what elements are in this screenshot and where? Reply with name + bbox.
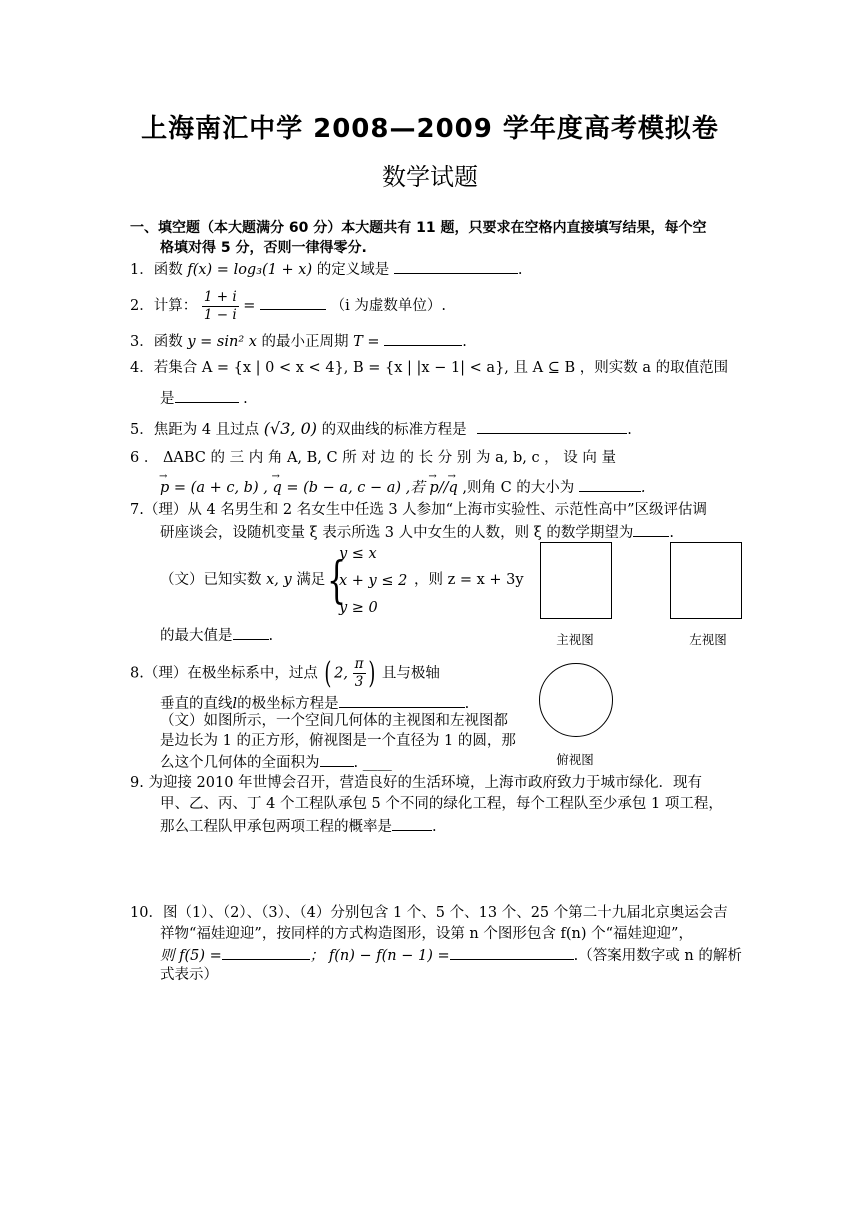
question-7w xyxy=(160,570,325,590)
q10-diff: ； f(n) − f(n − 1) = xyxy=(309,948,450,964)
q10-suffix: .（答案用数字或 n 的解析 xyxy=(573,948,742,964)
q8-angle-fraction xyxy=(353,656,366,691)
q2-equals: = xyxy=(243,298,256,314)
section-heading-cont: 格填对得 5 分，否则一律得零分. xyxy=(160,240,367,256)
q8-prefix: 8.（理）在极坐标系中，过点 xyxy=(130,665,318,682)
answer-blank xyxy=(339,692,465,708)
q2-suffix: （i 为虚数单位）. xyxy=(330,298,446,314)
left-paren: ( xyxy=(324,655,332,691)
q3-period: . xyxy=(462,334,467,350)
question-9-line-3 xyxy=(160,815,437,837)
front-view-square xyxy=(540,542,612,619)
question-8w-line-2: 是边长为 1 的正方形，俯视图是一个直径为 1 的圆，那 xyxy=(160,733,516,749)
q7w-text: 的最大值是 xyxy=(160,628,233,644)
question-7-line-1: 7.（理）从 4 名男生和 2 名女生中任选 3 人参加“上海市实验性、示范性高中”区级评估调 xyxy=(130,502,707,518)
q7w-mid: 满足 xyxy=(296,572,326,588)
q4-prefix: 是 xyxy=(160,391,175,407)
q6-period: . xyxy=(640,480,646,496)
q7-text: 研座谈会，设随机变量 ξ 表示所选 3 人中女生的人数，则 ξ 的数学期望为 xyxy=(160,525,634,541)
constraint-1: y ≤ x xyxy=(339,546,377,562)
answer-blank xyxy=(260,294,326,310)
system-brace: { xyxy=(327,551,347,609)
question-6-line-1: 6 ． ΔABC 的 三 内 角 A, B, C 所 对 边 的 长 分 别 为 a, b, c ， 设 向 量 xyxy=(130,450,617,466)
answer-blank xyxy=(450,944,574,960)
question-2 xyxy=(130,286,446,326)
q1-prefix: 1．函数 xyxy=(130,262,183,278)
q7w-prefix: （文）已知实数 xyxy=(160,572,262,588)
q6-suffix: ,则角 C 的大小为 xyxy=(462,480,575,496)
question-10-line-2: 祥物“福娃迎迎”，按同样的方式构造图形，设第 n 个图形包含 f(n) 个“福娃迎迎”， xyxy=(160,926,693,942)
constraint-2: x + y ≤ 2 xyxy=(339,573,408,589)
top-view-caption: 俯视图 xyxy=(556,752,594,767)
vector-p-2: → p xyxy=(429,478,438,498)
q6-parallel: // xyxy=(438,480,449,496)
answer-blank xyxy=(233,624,269,640)
q8-suffix: 且与极轴 xyxy=(381,665,440,682)
side-view-square xyxy=(670,542,742,619)
question-4-line-2 xyxy=(160,387,248,409)
answer-blank xyxy=(392,815,432,831)
q2-prefix: 2．计算： xyxy=(130,298,198,314)
answer-blank xyxy=(477,418,627,434)
right-paren: ) xyxy=(367,655,375,691)
constraint-3: y ≥ 0 xyxy=(339,600,378,616)
question-7-line-2 xyxy=(160,521,674,543)
page-title: 上海南汇中学 2008—2009 学年度高考模拟卷 xyxy=(141,114,719,144)
q2-fraction xyxy=(202,289,239,324)
q5-prefix: 5．焦距为 4 且过点 xyxy=(130,422,260,438)
q7w-objective: ，则 z = x + 3y xyxy=(414,572,524,588)
q7w-vars: x, y xyxy=(266,572,292,588)
side-view-caption: 左视图 xyxy=(689,632,727,647)
q6-q-value: = (b − a, c − a) ,若 xyxy=(286,480,425,496)
section-heading: 一、填空题（本大题满分 60 分）本大题共有 11 题，只要求在空格内直接填写结果，每个空 xyxy=(130,220,707,236)
question-9-line-1: 9. 为迎接 2010 年世博会召开，营造良好的生活环境，上海市政府致力于城市绿化．现有 xyxy=(130,775,703,791)
answer-blank xyxy=(384,330,462,346)
q2-numerator: 1 + i xyxy=(203,288,237,305)
vector-q: → q xyxy=(272,478,281,498)
question-5 xyxy=(130,418,632,440)
q3-expression: y = sin² x xyxy=(187,334,257,350)
answer-blank xyxy=(320,751,354,767)
question-6-line-2 xyxy=(160,476,646,498)
q8-line-symbol: l xyxy=(232,696,238,712)
answer-blank xyxy=(222,944,310,960)
vector-q-2: → q xyxy=(448,478,457,498)
q8w-dots: . ____ xyxy=(353,755,392,771)
front-view-caption: 主视图 xyxy=(556,632,594,647)
q5-point: (√3, 0) xyxy=(263,419,317,438)
q8-point-r: 2, xyxy=(334,665,349,682)
q4-period: . xyxy=(243,391,248,407)
q7-period: . xyxy=(669,525,674,541)
vector-p: → p xyxy=(160,478,169,498)
question-1 xyxy=(130,258,522,280)
q6-p-value: = (a + c, b) , xyxy=(173,480,268,496)
q8-line2-suffix: 的极坐标方程是 xyxy=(237,696,339,712)
q1-suffix: 的定义域是 xyxy=(316,262,390,278)
question-9-line-2: 甲、乙、丙、丁 4 个工程队承包 5 个不同的绿化工程，每个工程队至少承包 1 项工程， xyxy=(160,796,723,812)
answer-blank xyxy=(633,521,669,537)
answer-blank xyxy=(175,387,239,403)
q7w-period: . xyxy=(268,628,274,644)
question-3 xyxy=(130,330,467,352)
q8-period: . xyxy=(464,696,470,712)
question-8-line-1 xyxy=(130,656,440,690)
q8-line2-prefix: 垂直的直线 xyxy=(160,696,233,712)
page-subtitle: 数学试题 xyxy=(382,163,478,191)
question-10-line-4: 式表示） xyxy=(160,967,218,983)
q9-text: 那么工程队甲承包两项工程的概率是 xyxy=(160,819,392,835)
q2-denominator: 1 − i xyxy=(203,306,237,323)
top-view-circle xyxy=(539,663,613,737)
q1-period: . xyxy=(517,262,523,278)
question-10-line-3 xyxy=(160,944,742,966)
q1-expression: f(x) = log₃(1 + x) xyxy=(187,262,313,278)
q5-period: . xyxy=(627,422,632,438)
question-10-line-1: 10．图（1）、（2）、（3）、（4）分别包含 1 个、5 个、13 个、25 个第二十九届北京奥运会吉 xyxy=(130,905,728,921)
q3-middle: 的最小正周期 xyxy=(261,334,349,350)
q8-pi: π xyxy=(354,656,364,672)
q3-prefix: 3．函数 xyxy=(130,334,183,350)
q5-suffix: 的双曲线的标准方程是 xyxy=(321,422,467,438)
q8w-text: 么这个几何体的全面积为 xyxy=(160,755,320,771)
question-8w-line-1: （文）如图所示，一个空间几何体的主视图和左视图都 xyxy=(160,713,508,729)
q3-period-symbol: T = xyxy=(353,334,380,350)
question-8w-line-3 xyxy=(160,751,392,773)
question-7w-line-2 xyxy=(160,624,273,646)
answer-blank xyxy=(579,476,641,492)
q9-period: . xyxy=(432,819,437,835)
q10-f5: 则 f(5) = xyxy=(160,948,222,964)
question-4-line-1: 4．若集合 A = {x | 0 < x < 4}, B = {x | |x − 1| < a}, 且 A ⊆ B ，则实数 a 的取值范围 xyxy=(130,360,729,376)
q8-three: 3 xyxy=(354,674,364,690)
answer-blank xyxy=(394,258,518,274)
